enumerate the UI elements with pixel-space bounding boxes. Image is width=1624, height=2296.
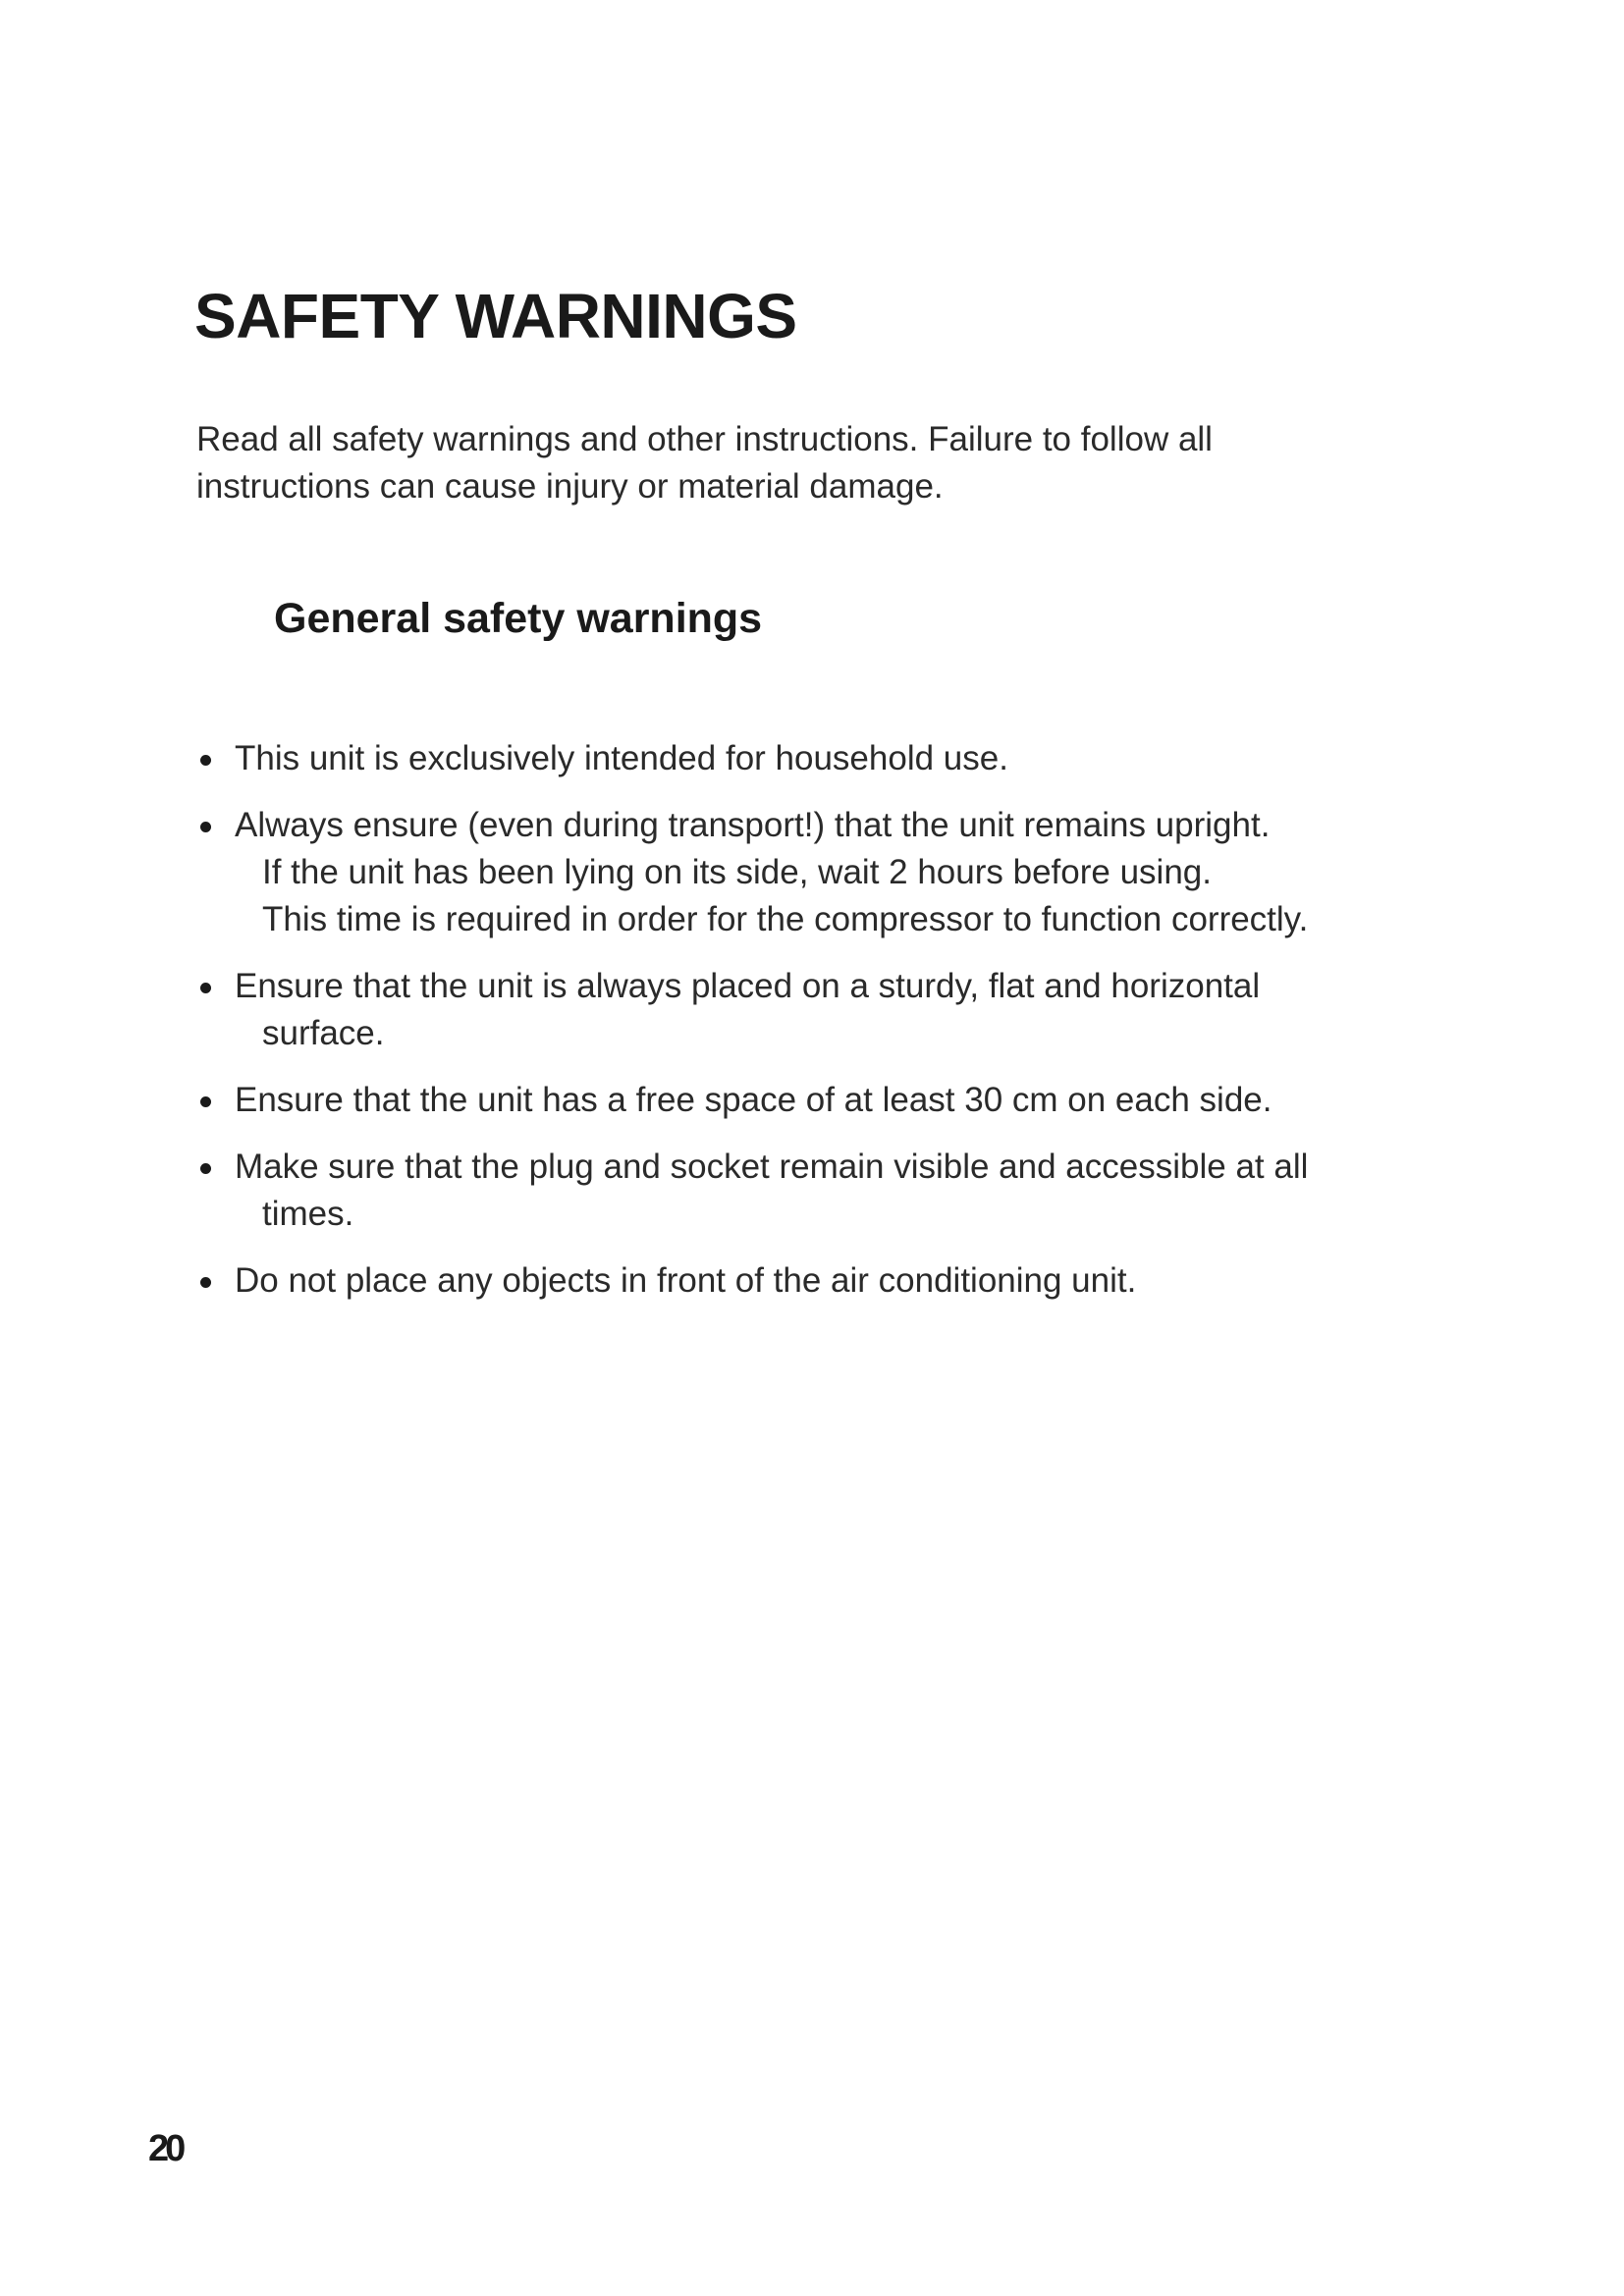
bullet-icon [200,983,211,993]
warning-line: surface. [262,1014,385,1052]
intro-paragraph [196,416,1375,510]
warning-item [192,1077,1430,1124]
bullet-icon [200,1277,211,1288]
warning-item [192,735,1430,782]
bullet-icon [200,1163,211,1174]
warning-line: Ensure that the unit is always placed on a sturdy, flat and horizontal [235,967,1261,1005]
warning-item [192,1144,1430,1238]
bullet-icon [200,755,211,766]
warning-line: times. [262,1195,354,1233]
warning-line: This unit is exclusively intended for household use. [235,739,1008,777]
page-number: 20 [148,2128,183,2169]
warning-line: Ensure that the unit has a free space of at least 30 cm on each side. [235,1081,1272,1119]
warning-line: Do not place any objects in front of the air conditioning unit. [235,1261,1137,1300]
section-heading: General safety warnings [274,595,763,642]
warning-item [192,1257,1430,1305]
intro-line: Read all safety warnings and other instructions. Failure to follow all [196,420,1213,458]
bullet-icon [200,822,211,832]
warning-line: This time is required in order for the compressor to function correctly. [262,900,1309,938]
warnings-list [192,735,1430,1324]
warning-item [192,963,1430,1057]
warning-item [192,802,1430,943]
intro-line: instructions can cause injury or material damage. [196,467,944,506]
warning-line: Make sure that the plug and socket remain visible and accessible at all [235,1148,1309,1186]
warning-line: If the unit has been lying on its side, wait 2 hours before using. [262,853,1212,891]
warning-line: Always ensure (even during transport!) that the unit remains upright. [235,806,1271,844]
bullet-icon [200,1096,211,1107]
page-title: SAFETY WARNINGS [194,281,797,351]
